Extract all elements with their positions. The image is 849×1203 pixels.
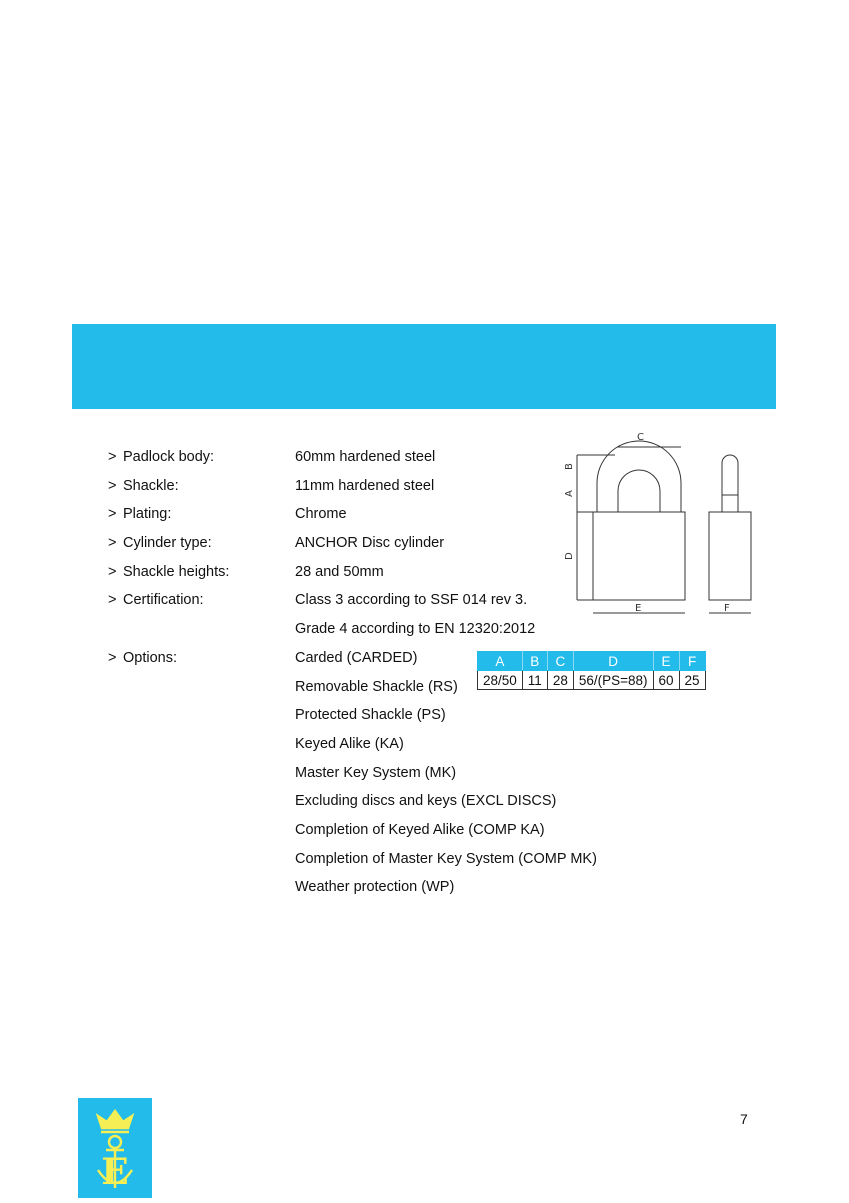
spec-label: Shackle heights: bbox=[123, 563, 230, 580]
bullet: > bbox=[108, 477, 117, 494]
bullet: > bbox=[108, 563, 117, 580]
dim-value-e: 60 bbox=[653, 671, 679, 690]
dim-value-f: 25 bbox=[679, 671, 705, 690]
bullet: > bbox=[108, 592, 117, 609]
spec-value: Carded (CARDED) bbox=[295, 649, 418, 666]
dimensions-table bbox=[477, 651, 706, 690]
dim-header-b: B bbox=[522, 652, 547, 671]
spec-value: 11mm hardened steel bbox=[295, 477, 435, 494]
bullet: > bbox=[108, 535, 117, 552]
spec-value: Class 3 according to SSF 014 rev 3. bbox=[295, 592, 528, 609]
shackle-inner bbox=[618, 470, 660, 512]
spec-value: Weather protection (WP) bbox=[295, 879, 455, 896]
dim-label-c: C bbox=[637, 432, 644, 443]
dim-header-f: F bbox=[679, 652, 705, 671]
bullet: > bbox=[108, 649, 117, 666]
dim-header-d: D bbox=[573, 652, 653, 671]
dim-value-a: 28/50 bbox=[478, 671, 523, 690]
spec-value: 28 and 50mm bbox=[295, 563, 384, 580]
header-banner bbox=[72, 324, 776, 409]
spec-label: Padlock body: bbox=[123, 449, 215, 465]
spec-label: Plating: bbox=[123, 506, 172, 523]
dim-header-a: A bbox=[478, 652, 523, 671]
spec-value: Chrome bbox=[295, 506, 347, 523]
spec-value: Excluding discs and keys (EXCL DISCS) bbox=[295, 793, 557, 810]
spec-value: Keyed Alike (KA) bbox=[295, 735, 404, 752]
shackle-outer bbox=[597, 441, 681, 512]
spec-label: Cylinder type: bbox=[123, 535, 212, 552]
bullet: > bbox=[108, 449, 117, 465]
dim-header-c: C bbox=[547, 652, 573, 671]
spec-value: Removable Shackle (RS) bbox=[295, 678, 458, 695]
spec-label: Certification: bbox=[123, 592, 204, 609]
dim-label-a: A bbox=[564, 490, 575, 497]
spec-value: Grade 4 according to EN 12320:2012 bbox=[295, 621, 536, 638]
dim-label-d: D bbox=[564, 552, 575, 560]
padlock-body-outline bbox=[593, 512, 685, 600]
crown-anchor-e-logo-icon bbox=[78, 1098, 152, 1198]
spec-value: Protected Shackle (PS) bbox=[295, 707, 446, 724]
spec-value: Master Key System (MK) bbox=[295, 764, 457, 781]
shackle-side bbox=[722, 455, 738, 512]
svg-text:E: E bbox=[101, 1151, 129, 1193]
dim-header-e: E bbox=[653, 652, 679, 671]
dim-value-b: 11 bbox=[522, 671, 547, 690]
brand-logo bbox=[78, 1098, 152, 1198]
dim-value-d: 56/(PS=88) bbox=[573, 671, 653, 690]
spec-value: ANCHOR Disc cylinder bbox=[295, 535, 445, 552]
dim-value-c: 28 bbox=[547, 671, 573, 690]
dimensions-value-row bbox=[478, 671, 706, 690]
page-number: 7 bbox=[740, 1111, 748, 1127]
bullet: > bbox=[108, 506, 117, 523]
dim-label-b: B bbox=[564, 463, 575, 470]
spec-label: Shackle: bbox=[123, 477, 179, 494]
spec-value: Completion of Master Key System (COMP MK) bbox=[295, 850, 597, 867]
dim-label-f: F bbox=[724, 603, 730, 614]
dim-label-e: E bbox=[635, 603, 642, 614]
spec-label: Options: bbox=[123, 649, 177, 666]
padlock-side-outline bbox=[709, 512, 751, 600]
dimensions-header-row bbox=[478, 652, 706, 671]
padlock-dimension-drawing bbox=[555, 425, 755, 625]
spec-value: Completion of Keyed Alike (COMP KA) bbox=[295, 821, 545, 838]
spec-value: 60mm hardened steel bbox=[295, 449, 436, 465]
